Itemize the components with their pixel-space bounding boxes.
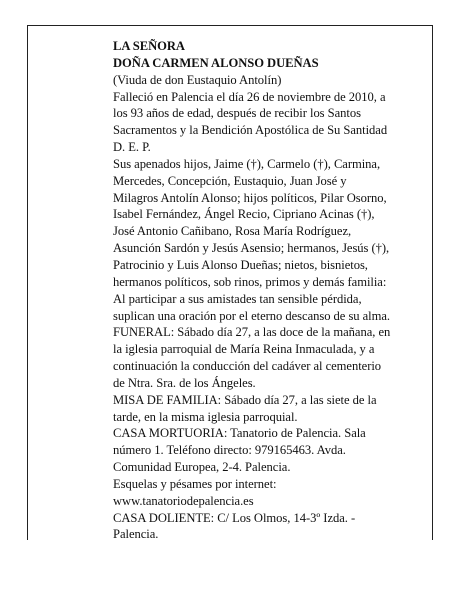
- notice-line: (Viuda de don Eustaquio Antolín): [113, 72, 282, 87]
- notice-line: la iglesia parroquial de María Reina Inmaculada, y a: [113, 342, 375, 357]
- notice-line: Sus apenados hijos, Jaime (†), Carmelo (†), Carmina,: [113, 156, 381, 171]
- notice-line: número 1. Teléfono directo: 979165463. Avda.: [113, 443, 346, 458]
- notice-line: Comunidad Europea, 2-4. Palencia.: [113, 460, 291, 475]
- notice-line: continuación la conducción del cadáver al cementerio: [113, 359, 382, 374]
- notice-line: D. E. P.: [113, 140, 151, 155]
- notice-line: Isabel Fernández, Ángel Recio, Cipriano Acinas (†),: [113, 207, 375, 222]
- notice-heading: LA SEÑORA: [113, 39, 185, 53]
- notice-line: www.tanatoriodepalencia.es: [113, 493, 254, 508]
- notice-line: Asunción Sardón y Jesús Asensio; hermanos, Jesús (†),: [113, 241, 390, 256]
- notice-line: CASA MORTUORIA: Tanatorio de Palencia. Sala: [113, 426, 366, 441]
- notice-line: MISA DE FAMILIA: Sábado día 27, a las siete de la: [113, 392, 377, 407]
- notice-line: Milagros Antolín Alonso; hijos políticos, Pilar Osorno,: [113, 190, 387, 205]
- deceased-name: DOÑA CARMEN ALONSO DUEÑAS: [113, 55, 319, 70]
- notice-line: tarde, en la misma iglesia parroquial.: [113, 409, 298, 424]
- notice-line: Falleció en Palencia el día 26 de noviembre de 2010, a: [113, 89, 386, 104]
- notice-line: CASA DOLIENTE: C/ Los Olmos, 14-3º Izda. -: [113, 510, 356, 525]
- notice-line: FUNERAL: Sábado día 27, a las doce de la mañana, en: [113, 325, 391, 340]
- notice-line: José Antonio Cañibano, Rosa María Rodríguez,: [113, 224, 352, 239]
- notice-line: Esquelas y pésames por internet:: [113, 476, 277, 491]
- notice-line: Sacramentos y la Bendición Apostólica de Su Santidad: [113, 123, 388, 138]
- notice-line: hermanos políticos, sob rinos, primos y demás familia:: [113, 274, 387, 289]
- notice-line: Mercedes, Concepción, Eustaquio, Juan José y: [113, 173, 347, 188]
- notice-line: Al participar a sus amistades tan sensible pérdida,: [113, 291, 362, 306]
- notice-line: de Ntra. Sra. de los Ángeles.: [113, 375, 256, 390]
- obituary-notice: [113, 38, 418, 543]
- notice-line: los 93 años de edad, después de recibir los Santos: [113, 106, 361, 121]
- notice-line: Patrocinio y Luis Alonso Dueñas; nietos, bisnietos,: [113, 257, 368, 272]
- notice-line: Palencia.: [113, 527, 159, 542]
- notice-line: suplican una oración por el eterno descanso de su alma.: [113, 308, 391, 323]
